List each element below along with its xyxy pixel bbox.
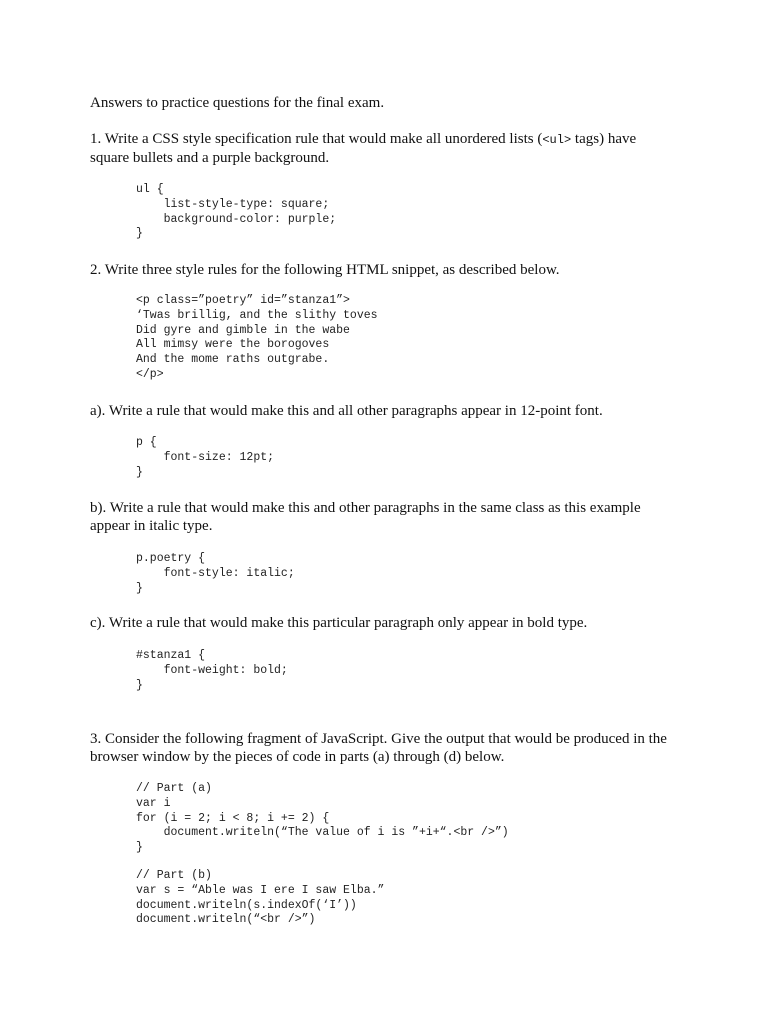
- code-line: document.writeln(s.indexOf(‘I’)): [136, 898, 357, 912]
- code-line: All mimsy were the borogoves: [136, 338, 330, 352]
- code-line: Did gyre and gimble in the wabe: [136, 323, 350, 337]
- code-line: list-style-type: square;: [136, 197, 330, 211]
- question-3-part-a-code: [136, 782, 509, 856]
- code-line: }: [136, 581, 143, 595]
- question-2b-line-1: b). Write a rule that would make this and other paragraphs in the same class as this example: [90, 500, 641, 516]
- question-3: [90, 730, 690, 766]
- code-line: background-color: purple;: [136, 212, 337, 226]
- code-line: for (i = 2; i < 8; i += 2) {: [136, 811, 330, 825]
- code-line: }: [136, 227, 143, 241]
- code-line: document.writeln(“<br />”): [136, 913, 316, 927]
- question-1-line-2: square bullets and a purple background.: [90, 150, 330, 166]
- code-line: </p>: [136, 367, 164, 381]
- question-2-html-snippet: [136, 294, 378, 383]
- question-1-inline-code: <ul>: [542, 133, 572, 147]
- question-3-line-2: browser window by the pieces of code in parts (a) through (d) below.: [90, 749, 505, 765]
- code-line: document.writeln(“The value of i is ”+i+“.<br />”): [136, 826, 509, 840]
- code-line: ul {: [136, 183, 164, 196]
- question-2c-answer-code: [136, 649, 288, 693]
- code-line: // Part (a): [136, 782, 212, 795]
- code-line: }: [136, 841, 143, 855]
- code-line: font-style: italic;: [136, 566, 295, 580]
- question-1-line-1: [90, 130, 690, 149]
- question-1-prefix: 1. Write a CSS style specification rule that would make all unordered lists (: [90, 131, 543, 147]
- page-title: Answers to practice questions for the final exam.: [90, 95, 385, 111]
- code-line: #stanza1 {: [136, 649, 206, 662]
- code-line: var i: [136, 796, 171, 810]
- question-2b-answer-code: [136, 552, 295, 596]
- question-2b: [90, 499, 690, 535]
- code-line: <p class=”poetry” id=”stanza1”>: [136, 294, 350, 307]
- code-line: font-weight: bold;: [136, 663, 288, 677]
- code-line: font-size: 12pt;: [136, 450, 275, 464]
- code-line: var s = “Able was I ere I saw Elba.”: [136, 883, 385, 897]
- question-2a: a). Write a rule that would make this and all other paragraphs appear in 12-point font.: [90, 403, 603, 419]
- question-2c: c). Write a rule that would make this particular paragraph only appear in bold type.: [90, 615, 588, 631]
- question-1: [90, 130, 690, 167]
- code-line: p.poetry {: [136, 552, 206, 565]
- question-2a-answer-code: [136, 436, 274, 480]
- question-2b-line-2: appear in italic type.: [90, 518, 213, 534]
- code-line: p {: [136, 436, 157, 449]
- code-line: }: [136, 678, 143, 692]
- question-3-line-1: 3. Consider the following fragment of JavaScript. Give the output that would be produced in the: [90, 731, 667, 747]
- question-2: 2. Write three style rules for the following HTML snippet, as described below.: [90, 262, 560, 278]
- code-line: // Part (b): [136, 869, 212, 882]
- question-1-answer-code: [136, 183, 336, 242]
- code-line: And the mome raths outgrabe.: [136, 353, 330, 367]
- code-line: ‘Twas brillig, and the slithy toves: [136, 308, 378, 322]
- code-line: }: [136, 465, 143, 479]
- question-3-part-b-code: [136, 869, 384, 928]
- question-1-suffix: tags) have: [571, 131, 637, 147]
